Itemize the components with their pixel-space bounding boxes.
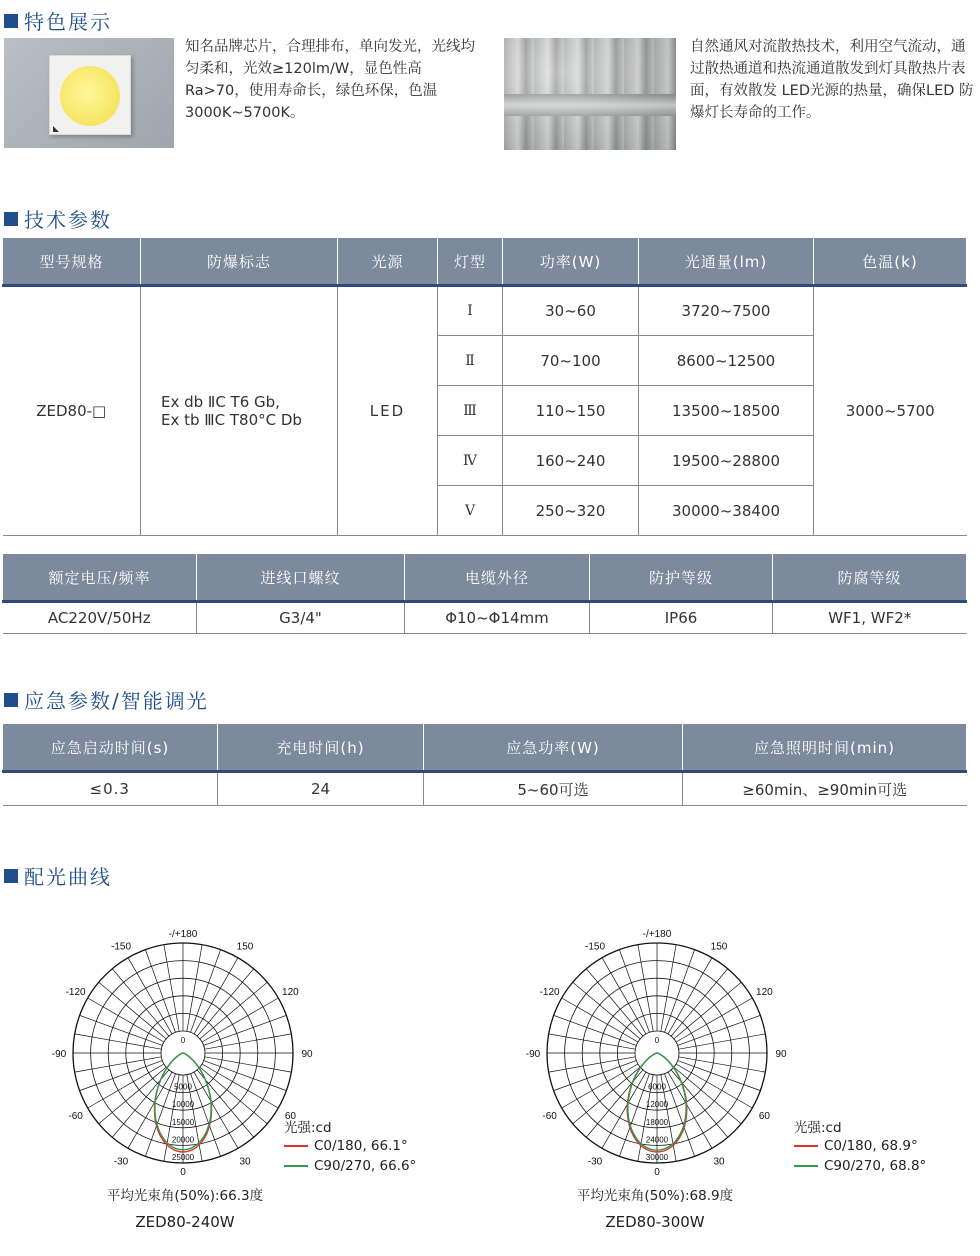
ip-cell: IP66 [590,602,773,634]
header-thread: 进线口螺纹 [197,554,405,602]
header-model: 型号规格 [3,238,141,286]
grid-spoke [554,1061,637,1091]
angle-label: 60 [284,1111,296,1122]
section-title-emergency [4,685,209,714]
legend-item-c0 [794,1136,926,1156]
header-emergency-power: 应急功率(W) [424,724,683,772]
section-title-tech [4,204,112,233]
radial-label: 24000 [645,1135,669,1145]
legend-240w [284,1116,416,1176]
angle-label: -90 [525,1049,541,1060]
model-caption-300w: ZED80-300W [605,1213,705,1231]
charge-time-cell: 24 [218,772,424,806]
heat-feature-text: 自然通风对流散热技术，利用空气流动，通过散热通道和热流通道散发到灯具散热片表面，有效散发 LED光源的热量，确保LED 防爆灯长寿命的工作。 [690,39,974,121]
radial-label: 5000 [174,1082,192,1092]
header-voltage: 额定电压/频率 [3,554,197,602]
heat-sink-image [504,38,676,150]
ex-mark-line2: Ex tb ⅢC T80°C Db [161,411,302,429]
grid-spoke [204,1015,287,1045]
flux-cell: 30000~38400 [639,486,814,536]
start-time-cell: ≤0.3 [3,772,218,806]
emergency-duration-cell: ≥60min、≥90min可选 [683,772,967,806]
green-line-icon [794,1165,818,1167]
power-cell: 110~150 [503,386,639,436]
header-source: 光源 [338,238,438,286]
angle-label: 0 [180,1167,186,1178]
grid-spoke [191,1074,221,1157]
radial-label: 10000 [171,1100,195,1110]
flux-cell: 13500~18500 [639,386,814,436]
header-cable: 电缆外径 [405,554,590,602]
model-caption-240w: ZED80-240W [135,1213,235,1231]
header-flux: 光通量(lm) [639,238,814,286]
radial-label: 18000 [645,1117,669,1127]
legend-item-c90 [284,1156,416,1176]
grid-spoke [75,1057,162,1072]
radial-label: 20000 [171,1135,195,1145]
grid-spoke [665,1074,695,1157]
grid-spoke [80,1061,163,1091]
angle-label: 0 [654,1167,660,1178]
type-cell: Ⅱ [438,336,503,386]
header-power: 功率(W) [503,238,639,286]
square-bullet-icon [4,869,18,883]
red-line-icon [284,1145,308,1147]
emergency-power-cell: 5~60可选 [424,772,683,806]
power-cell: 70~100 [503,336,639,386]
grid-spoke [619,950,649,1033]
type-cell: Ⅰ [438,286,503,336]
grid-spoke [164,945,179,1032]
tech-params-table [2,238,967,536]
radial-label: 15000 [171,1117,195,1127]
angle-label: -150 [584,941,606,953]
angle-label: 90 [775,1049,787,1060]
angle-label: 60 [758,1111,770,1122]
header-type: 灯型 [438,238,503,286]
angle-label: -30 [113,1156,129,1168]
header-cct: 色温(k) [814,238,967,286]
phosphor-dot [60,66,120,126]
grid-spoke [679,1034,766,1049]
emergency-params-table [2,724,967,806]
polar-chart-300w [514,925,804,1185]
power-cell: 250~320 [503,486,639,536]
grid-spoke [191,950,221,1033]
square-bullet-icon [4,212,18,226]
radial-label: 6000 [648,1082,666,1092]
section-title-text: 配光曲线 [24,865,112,889]
flux-cell: 3720~7500 [639,286,814,336]
beam-angle-caption-300w: 平均光束角(50%):68.9度 [576,1188,734,1204]
beam-angle-caption-240w: 平均光束角(50%):66.3度 [106,1188,264,1204]
angle-label: -/+180 [642,929,672,940]
grid-spoke [80,1015,163,1045]
grid-spoke [75,1034,162,1049]
voltage-cell: AC220V/50Hz [3,602,197,634]
electric-params-table [2,554,967,634]
grid-spoke [554,1015,637,1045]
header-emergency-duration: 应急照明时间(min) [683,724,967,772]
header-charge-time: 充电时间(h) [218,724,424,772]
header-corrosion: 防腐等级 [773,554,967,602]
ex-mark-cell [141,286,338,536]
grid-spoke [665,950,695,1033]
led-chip-image [4,38,174,148]
ex-mark-line1: Ex db ⅡC T6 Gb, [161,393,280,411]
grid-spoke [204,1061,287,1091]
corrosion-cell: WF1, WF2* [773,602,967,634]
legend-title: 光强:cd [284,1120,332,1136]
legend-item-c0 [284,1136,416,1156]
legend-label: C0/180, 66.1° [314,1138,408,1154]
power-cell: 30~60 [503,286,639,336]
radial-label: 25000 [171,1153,195,1162]
section-title-text: 技术参数 [24,208,112,232]
grid-spoke [638,945,653,1032]
angle-label: -150 [110,941,132,953]
square-bullet-icon [4,693,18,707]
grid-spoke [679,1057,766,1072]
flux-cell: 19500~28800 [639,436,814,486]
radial-zero-label: 0 [180,1036,186,1045]
header-ex-mark: 防爆标志 [141,238,338,286]
green-line-icon [284,1165,308,1167]
grid-spoke [549,1034,636,1049]
flux-cell: 8600~12500 [639,336,814,386]
model-cell: ZED80-□ [3,286,141,536]
legend-item-c90 [794,1156,926,1176]
angle-label: -60 [68,1111,83,1122]
grid-spoke [205,1057,292,1072]
chip-package [49,55,131,135]
radial-zero-label: 0 [654,1036,660,1045]
table-row [3,286,967,336]
table-row [3,772,967,806]
angle-label: 120 [282,987,299,998]
type-cell: Ⅳ [438,436,503,486]
grid-spoke [549,1057,636,1072]
angle-label: -60 [542,1111,557,1122]
section-title-text: 应急参数/智能调光 [24,689,209,713]
grid-spoke [205,1034,292,1049]
legend-label: C90/270, 68.8° [824,1158,927,1174]
chip-corner-mark [53,126,59,132]
power-cell: 160~240 [503,436,639,486]
source-cell: LED [338,286,438,536]
grid-spoke [145,950,175,1033]
section-title-curve [4,861,112,890]
angle-label: 30 [239,1156,251,1168]
cable-cell: Φ10~Φ14mm [405,602,590,634]
section-title-text: 特色展示 [24,10,112,34]
grid-spoke [678,1061,761,1091]
legend-label: C90/270, 66.6° [314,1158,417,1174]
type-cell: Ⅴ [438,486,503,536]
heat-sink-shade [504,38,676,150]
type-cell: Ⅲ [438,386,503,436]
header-ip: 防护等级 [590,554,773,602]
grid-spoke [661,945,676,1032]
angle-label: -90 [51,1049,67,1060]
angle-label: 150 [710,941,728,953]
angle-label: 120 [756,987,773,998]
chip-feature-text: 知名品牌芯片，合理排布，单向发光，光线均匀柔和，光效≥120lm/W，显色性高Ra>70，使用寿命长，绿色环保，色温3000K~5700K。 [185,39,475,121]
radial-label: 30000 [645,1153,669,1162]
legend-300w [794,1116,926,1176]
legend-label: C0/180, 68.9° [824,1138,918,1154]
legend-title: 光强:cd [794,1120,842,1136]
angle-label: 30 [713,1156,725,1168]
red-line-icon [794,1145,818,1147]
angle-label: -30 [587,1156,603,1168]
angle-label: -120 [65,987,86,998]
thread-cell: G3/4" [197,602,405,634]
angle-label: 90 [301,1049,313,1060]
square-bullet-icon [4,14,18,28]
grid-spoke [187,945,202,1032]
angle-label: -/+180 [168,929,198,940]
cct-cell: 3000~5700 [814,286,967,536]
angle-label: 150 [236,941,254,953]
radial-label: 12000 [645,1100,669,1110]
section-title-features [4,6,112,35]
angle-label: -120 [539,987,560,998]
grid-spoke [678,1015,761,1045]
header-start-time: 应急启动时间(s) [3,724,218,772]
table-row [3,602,967,634]
